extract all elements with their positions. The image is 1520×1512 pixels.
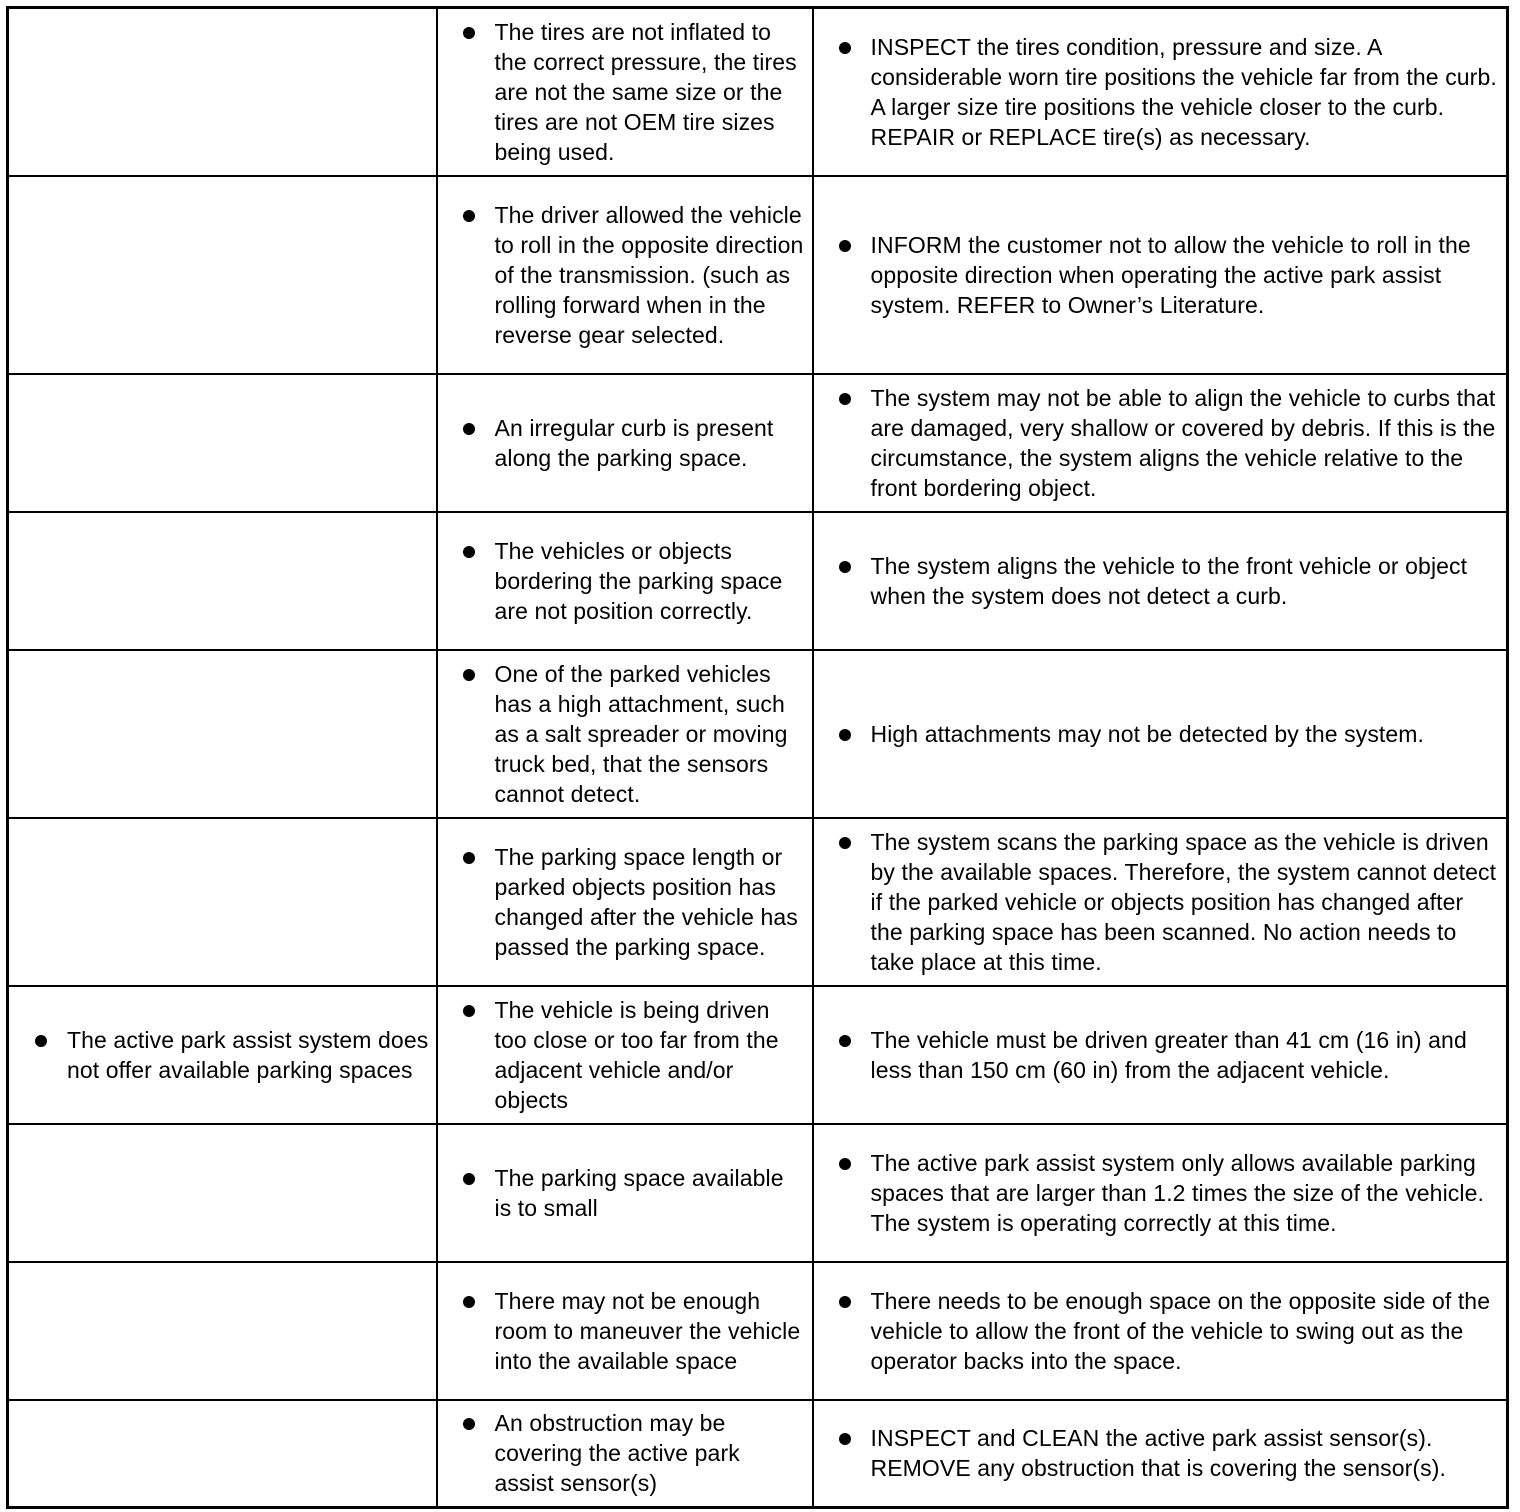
table-row [8, 818, 1508, 986]
condition-cell [8, 1262, 437, 1400]
action-cell [813, 1400, 1508, 1508]
cause-cell [437, 374, 813, 512]
condition-cell [8, 512, 437, 650]
action-cell [813, 374, 1508, 512]
cause-cell [437, 650, 813, 818]
cause-cell [437, 1400, 813, 1508]
condition-cell [8, 1400, 437, 1508]
table-row [8, 650, 1508, 818]
action-cell [813, 986, 1508, 1124]
bullet-icon [463, 423, 475, 435]
cause-cell [437, 512, 813, 650]
table-row [8, 374, 1508, 512]
table-row [8, 176, 1508, 374]
table-row [8, 8, 1508, 176]
bullet-icon [839, 1433, 851, 1445]
action-cell [813, 818, 1508, 986]
condition-cell [8, 818, 437, 986]
table-row [8, 986, 1508, 1124]
bullet-icon [839, 561, 851, 573]
bullet-icon [463, 210, 475, 222]
table-row [8, 1400, 1508, 1508]
action-cell [813, 8, 1508, 176]
action-text: The system aligns the vehicle to the front vehicle or object when the system does not detect a curb. [870, 552, 1468, 609]
cause-text: The tires are not inflated to the correct pressure, the tires are not the same size or the tires are not OEM tire sizes being used. [494, 18, 797, 165]
action-text: There needs to be enough space on the opposite side of the vehicle to allow the front of the vehicle to swing out as the operator backs into the space. [870, 1287, 1491, 1374]
table-row [8, 1124, 1508, 1262]
cause-text: There may not be enough room to maneuver the vehicle into the available space [494, 1287, 801, 1374]
table-row [8, 512, 1508, 650]
cause-text: An obstruction may be covering the active park assist sensor(s) [494, 1410, 740, 1497]
cause-text: The driver allowed the vehicle to roll in the opposite direction of the transmission. (such as rolling forward when in the reverse gear selected. [494, 201, 804, 348]
condition-cell [8, 650, 437, 818]
bullet-icon [463, 1418, 475, 1430]
cause-text: The parking space length or parked objects position has changed after the vehicle has passed the parking space. [494, 843, 798, 960]
action-text: INSPECT and CLEAN the active park assist sensor(s). REMOVE any obstruction that is covering the sensor(s). [870, 1425, 1447, 1482]
action-cell [813, 512, 1508, 650]
bullet-icon [839, 1296, 851, 1308]
bullet-icon [463, 546, 475, 558]
table-row [8, 1262, 1508, 1400]
action-cell [813, 176, 1508, 374]
bullet-icon [839, 393, 851, 405]
bullet-icon [839, 1035, 851, 1047]
condition-cell [8, 176, 437, 374]
action-text: INFORM the customer not to allow the vehicle to roll in the opposite direction when operating the active park assist system. REFER to Owner’s Literature. [870, 231, 1471, 318]
bullet-icon [839, 729, 851, 741]
bullet-icon [463, 852, 475, 864]
condition-cell [8, 1124, 437, 1262]
bullet-icon [839, 42, 851, 54]
cause-text: The vehicle is being driven too close or too far from the adjacent vehicle and/or objects [494, 996, 779, 1113]
bullet-icon [463, 1173, 475, 1185]
bullet-icon [35, 1035, 47, 1047]
condition-cell [8, 8, 437, 176]
cause-text: One of the parked vehicles has a high attachment, such as a salt spreader or moving truck bed, that the sensors cannot detect. [494, 660, 788, 807]
action-text: The active park assist system only allows available parking spaces that are larger than 1.2 times the size of the vehicle. The system is operating correctly at this time. [870, 1149, 1484, 1236]
condition-cell [8, 986, 437, 1124]
bullet-icon [463, 1005, 475, 1017]
action-text: The system scans the parking space as the vehicle is driven by the available spaces. Therefore, the system cannot detect if the parked vehicle or objects position has changed after the parking space has been scanned. No action needs to take place at this time. [870, 828, 1497, 975]
cause-text: The parking space available is to small [494, 1164, 784, 1221]
cause-text: An irregular curb is present along the parking space. [494, 414, 774, 471]
bullet-icon [463, 1296, 475, 1308]
cause-text: The vehicles or objects bordering the parking space are not position correctly. [494, 537, 783, 624]
bullet-icon [839, 837, 851, 849]
action-cell [813, 650, 1508, 818]
cause-cell [437, 8, 813, 176]
bullet-icon [463, 669, 475, 681]
bullet-icon [839, 240, 851, 252]
condition-text: The active park assist system does not offer available parking spaces [67, 1026, 429, 1083]
action-text: The system may not be able to align the vehicle to curbs that are damaged, very shallow or covered by debris. If this is the circumstance, the system aligns the vehicle relative to the front bordering object. [870, 384, 1496, 501]
symptom-table [6, 6, 1509, 1509]
cause-cell [437, 818, 813, 986]
condition-cell [8, 374, 437, 512]
cause-cell [437, 1262, 813, 1400]
action-text: INSPECT the tires condition, pressure and size. A considerable worn tire positions the vehicle far from the curb. A larger size tire positions the vehicle closer to the curb. REPAIR or REPLACE tire(s) as necessary. [870, 33, 1497, 150]
bullet-icon [839, 1158, 851, 1170]
action-cell [813, 1124, 1508, 1262]
action-text: High attachments may not be detected by the system. [870, 720, 1425, 747]
cause-cell [437, 176, 813, 374]
bullet-icon [463, 27, 475, 39]
cause-cell [437, 1124, 813, 1262]
action-text: The vehicle must be driven greater than 41 cm (16 in) and less than 150 cm (60 in) from the adjacent vehicle. [870, 1026, 1467, 1083]
action-cell [813, 1262, 1508, 1400]
cause-cell [437, 986, 813, 1124]
